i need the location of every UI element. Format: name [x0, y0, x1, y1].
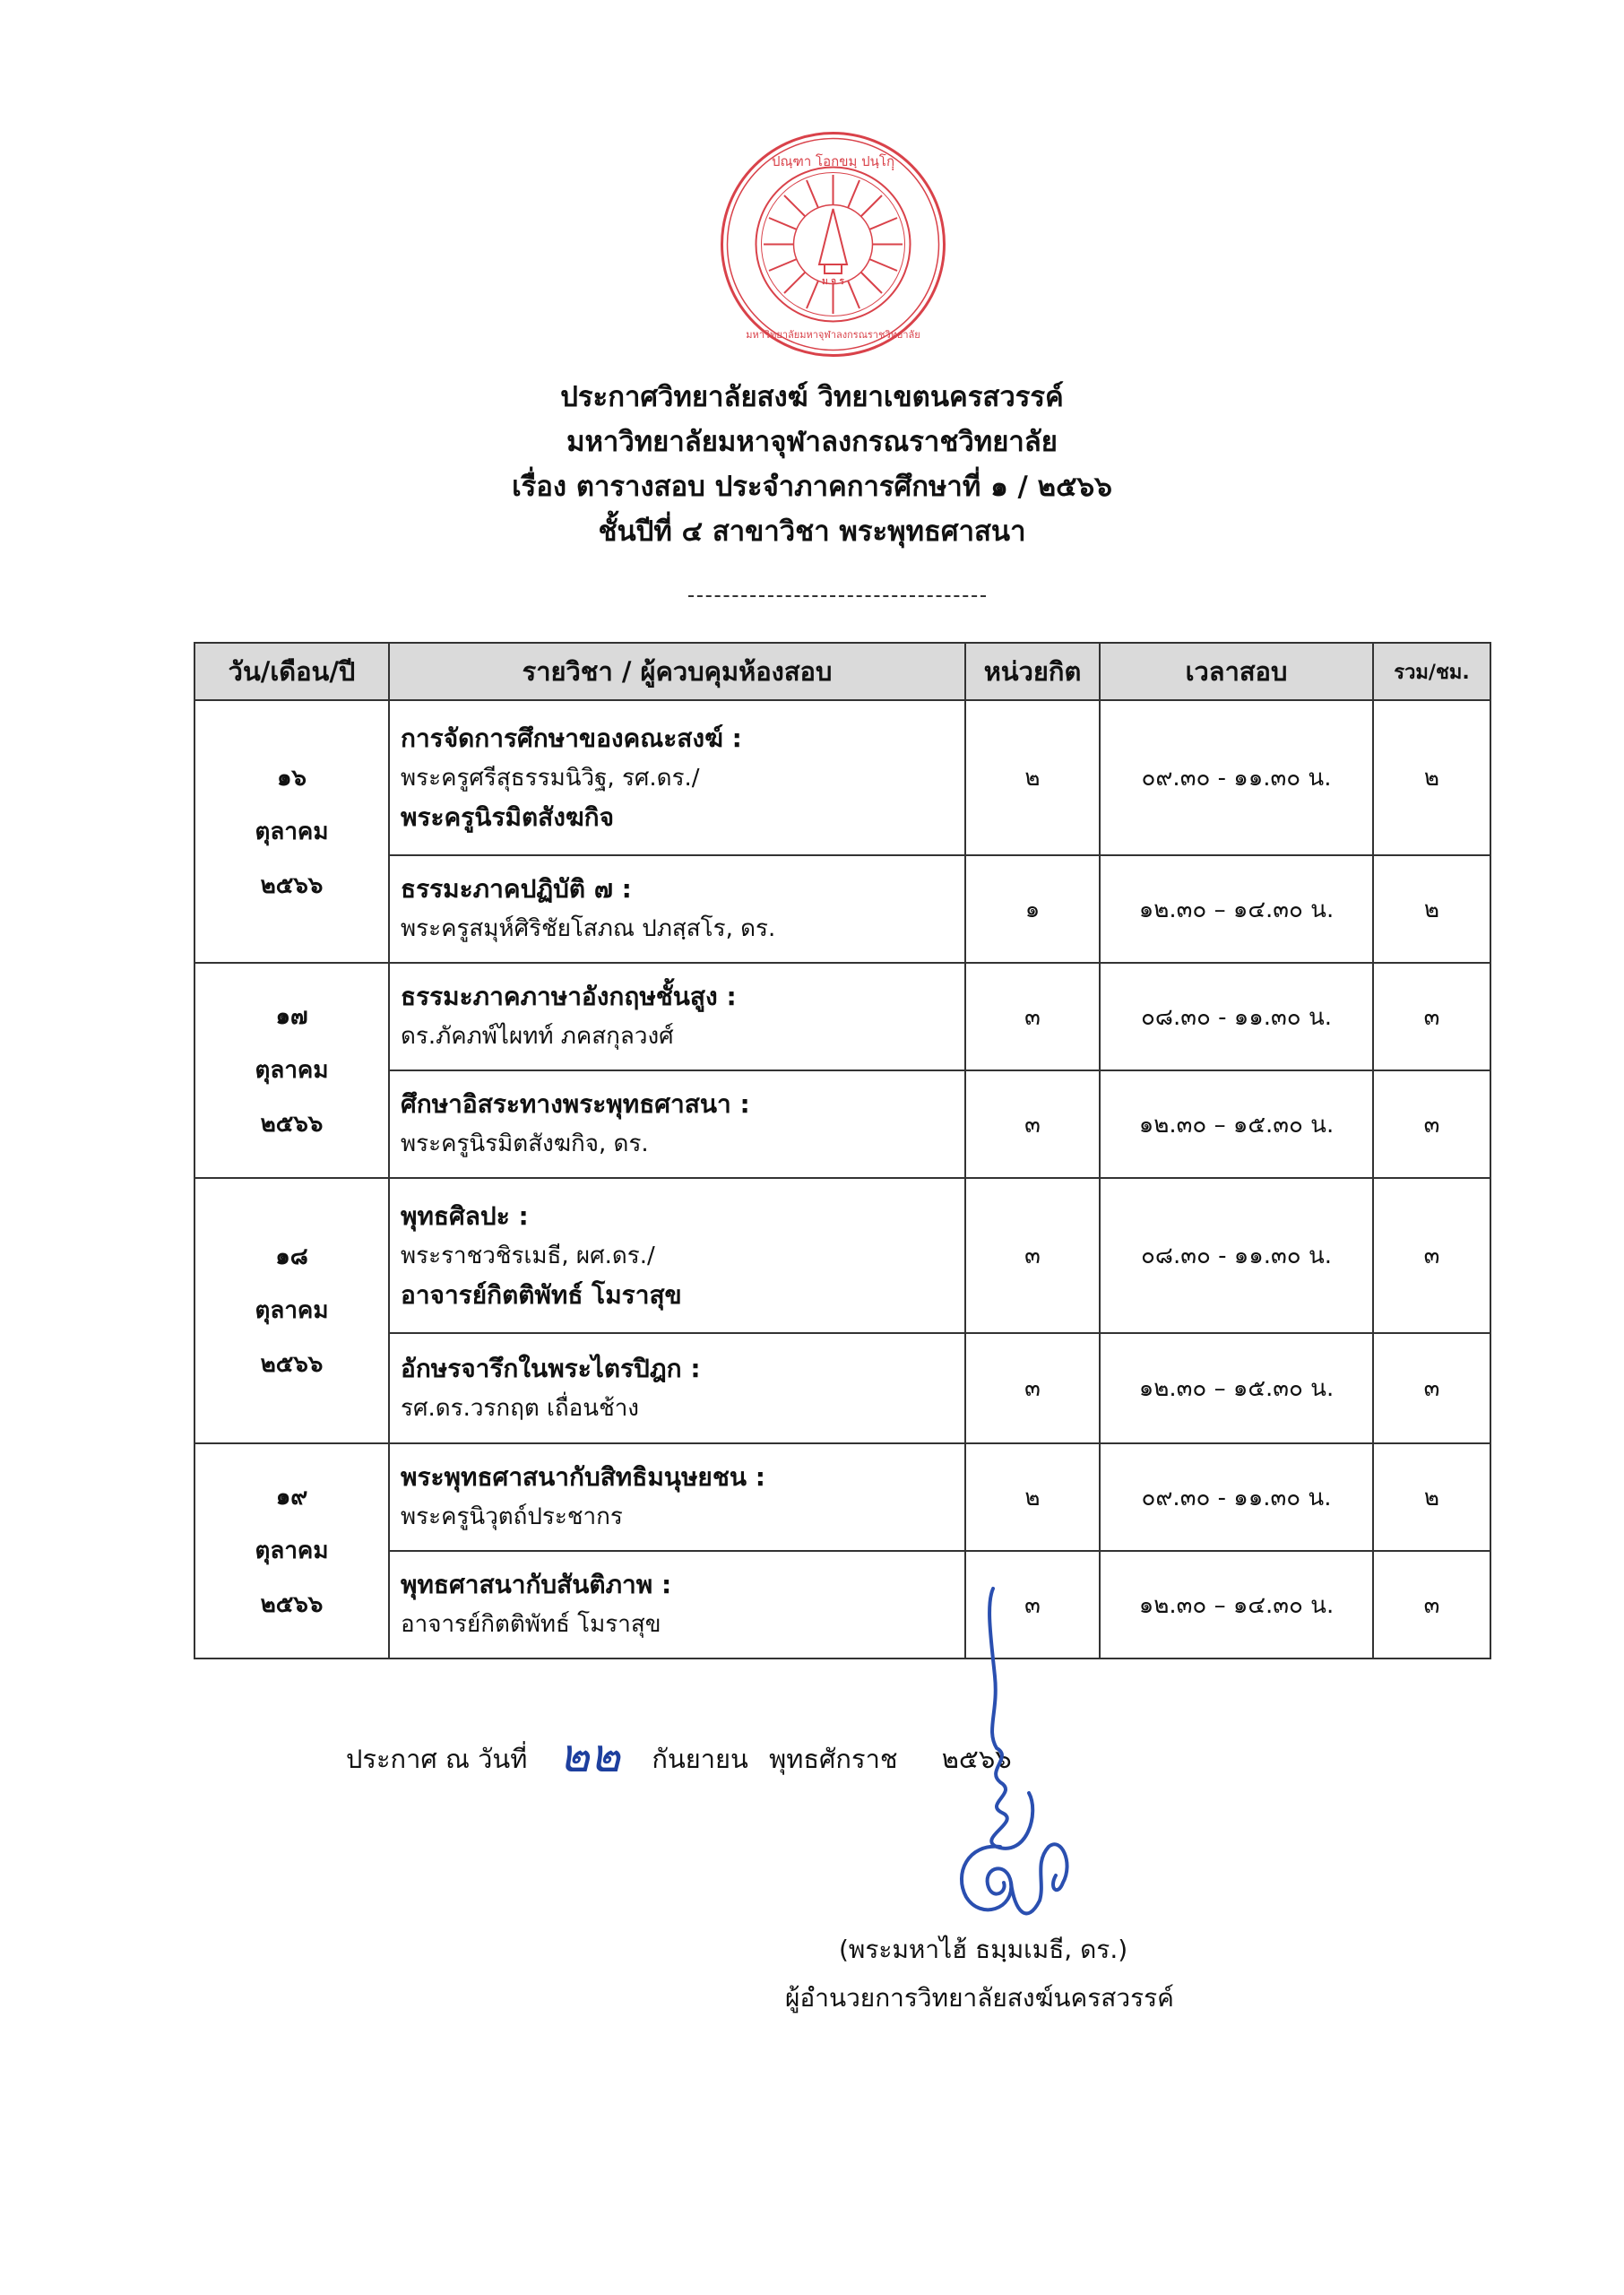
subject-cell	[389, 1070, 965, 1178]
table-row	[194, 1333, 1490, 1443]
instructor: รศ.ดร.วรกฤต เถื่อนช้าง	[401, 1394, 640, 1422]
credit-cell: ๓	[965, 1178, 1100, 1333]
announce-month: กันยายน	[652, 1744, 748, 1774]
subject-cell	[389, 1443, 965, 1551]
hours-cell: ๓	[1373, 1178, 1490, 1333]
instructor: พระครูนิรมิตสังฆกิจ, ดร.	[401, 1130, 649, 1157]
date-year: ๒๕๖๖	[260, 1111, 324, 1138]
time-cell: ๐๘.๓๐ - ๑๑.๓๐ น.	[1100, 963, 1373, 1070]
date-year: ๒๕๖๖	[260, 1591, 324, 1618]
date-day: ๑๗	[275, 1003, 308, 1030]
date-cell	[194, 1178, 389, 1443]
subject-title: ศึกษาอิสระทางพระพุทธศาสนา :	[401, 1089, 750, 1119]
hours-cell: ๓	[1373, 963, 1490, 1070]
time-cell: ๑๒.๓๐ – ๑๔.๓๐ น.	[1100, 1551, 1373, 1658]
subject-title: พระพุทธศาสนากับสิทธิมนุษยชน :	[401, 1462, 765, 1492]
subject-cell	[389, 1333, 965, 1443]
handwritten-signature	[914, 1578, 1111, 1972]
table-row	[194, 1551, 1490, 1658]
announcement-date-line	[346, 1714, 1012, 1788]
header-line-3: เรื่อง ตารางสอบ ประจำภาคการศึกษาที่ ๑ / ๒๕๖๖	[512, 471, 1112, 503]
time-cell: ๐๘.๓๐ - ๑๑.๓๐ น.	[1100, 1178, 1373, 1333]
table-row	[194, 1070, 1490, 1178]
header-line-2: มหาวิทยาลัยมหาจุฬาลงกรณราชวิทยาลัย	[566, 426, 1058, 458]
instructor: อาจารย์กิตติพัทธ์ โมราสุข	[401, 1611, 661, 1638]
credit-cell: ๑	[965, 855, 1100, 963]
exam-schedule-table	[194, 642, 1491, 1659]
date-day: ๑๖	[276, 764, 307, 792]
subject-cell	[389, 963, 965, 1070]
col-header-credit: หน่วยกิต	[965, 643, 1100, 700]
credit-cell: ๒	[965, 1443, 1100, 1551]
announcement-header	[0, 375, 1624, 554]
subject-cell	[389, 700, 965, 855]
date-month: ตุลาคม	[255, 818, 329, 845]
table-row	[194, 963, 1490, 1070]
subject-title: พุทธศาสนากับสันติภาพ :	[401, 1570, 672, 1599]
subject-cell	[389, 855, 965, 963]
date-cell	[194, 963, 389, 1178]
header-line-4: ชั้นปีที่ ๔ สาขาวิชา พระพุทธศาสนา	[598, 515, 1026, 548]
col-header-hours: รวม/ชม.	[1373, 643, 1490, 700]
table-row	[194, 1178, 1490, 1333]
header-divider	[688, 595, 986, 597]
seal-bottom-text: มหาวิทยาลัยมหาจุฬาลงกรณราชวิทยาลัย	[746, 329, 920, 341]
hours-cell: ๒	[1373, 1443, 1490, 1551]
hours-cell: ๓	[1373, 1551, 1490, 1658]
header-line-1: ประกาศวิทยาลัยสงฆ์ วิทยาเขตนครสวรรค์	[560, 381, 1064, 413]
instructor-secondary: พระครูนิรมิตสังฆกิจ	[401, 801, 615, 832]
instructor: พระครูนิวุตถ์ประชากร	[401, 1503, 623, 1530]
credit-cell: ๓	[965, 1333, 1100, 1443]
credit-cell: ๓	[965, 1070, 1100, 1178]
table-row	[194, 700, 1490, 855]
time-cell: ๑๒.๓๐ – ๑๔.๓๐ น.	[1100, 855, 1373, 963]
table-row	[194, 855, 1490, 963]
credit-cell: ๒	[965, 700, 1100, 855]
announce-year: ๒๕๖๖	[941, 1744, 1012, 1774]
hours-cell: ๒	[1373, 700, 1490, 855]
subject-cell	[389, 1178, 965, 1333]
col-header-date: วัน/เดือน/ปี	[194, 643, 389, 700]
announce-prefix: ประกาศ ณ วันที่	[346, 1744, 528, 1774]
subject-title: การจัดการศึกษาของคณะสงฆ์ :	[401, 723, 742, 753]
hours-cell: ๓	[1373, 1333, 1490, 1443]
handwritten-day: ๒๒	[558, 1729, 621, 1783]
subject-title: ธรรมะภาคปฏิบัติ ๗ :	[401, 874, 632, 904]
signer-name: (พระมหาไฮ้ ธมฺมเมธี, ดร.)	[839, 1935, 1128, 1964]
instructor-secondary: อาจารย์กิตติพัทธ์ โมราสุข	[401, 1279, 682, 1310]
subject-cell	[389, 1551, 965, 1658]
time-cell: ๑๒.๓๐ – ๑๕.๓๐ น.	[1100, 1070, 1373, 1178]
seal-top-text: ปณฺฑา โอกฺขมฺ ปนฺโกฺฺ	[771, 153, 895, 169]
date-month: ตุลาคม	[255, 1537, 329, 1564]
table-header-row	[194, 643, 1490, 700]
time-cell: ๑๒.๓๐ – ๑๕.๓๐ น.	[1100, 1333, 1373, 1443]
time-cell: ๐๙.๓๐ - ๑๑.๓๐ น.	[1100, 1443, 1373, 1551]
subject-title: ธรรมะภาคภาษาอังกฤษชั้นสูง :	[401, 982, 737, 1011]
date-month: ตุลาคม	[255, 1057, 329, 1084]
col-header-subject: รายวิชา / ผู้ควบคุมห้องสอบ	[389, 643, 965, 700]
date-cell	[194, 700, 389, 963]
instructor: ดร.ภัคภพ์ไผทท์ ภคสกุลวงศ์	[401, 1023, 674, 1050]
credit-cell: ๓	[965, 1551, 1100, 1658]
subject-title: พุทธศิลปะ :	[401, 1200, 529, 1231]
announce-era: พุทธศักราช	[769, 1744, 898, 1774]
university-seal	[719, 130, 947, 359]
signer-position: ผู้อำนวยการวิทยาลัยสงฆ์นครสวรรค์	[785, 1983, 1174, 2013]
table-row	[194, 1443, 1490, 1551]
hours-cell: ๒	[1373, 855, 1490, 963]
date-cell	[194, 1443, 389, 1658]
date-month: ตุลาคม	[255, 1297, 329, 1324]
date-day: ๑๘	[275, 1243, 308, 1270]
credit-cell: ๓	[965, 963, 1100, 1070]
hours-cell: ๓	[1373, 1070, 1490, 1178]
date-year: ๒๕๖๖	[260, 1351, 324, 1378]
subject-title: อักษรจารึกในพระไตรปิฎก :	[401, 1353, 701, 1383]
instructor: พระครูสมุห์ศิริชัยโสภณ ปภสฺสโร, ดร.	[401, 915, 776, 942]
date-year: ๒๕๖๖	[260, 871, 324, 899]
instructor: พระราชวชิรเมธี, ผศ.ดร./	[401, 1242, 655, 1269]
instructor: พระครูศรีสุธรรมนิวิฐ, รศ.ดร./	[401, 764, 700, 792]
date-day: ๑๙	[275, 1484, 308, 1511]
col-header-time: เวลาสอบ	[1100, 643, 1373, 700]
seal-center-text: ม จ ร	[822, 277, 844, 287]
time-cell: ๐๙.๓๐ - ๑๑.๓๐ น.	[1100, 700, 1373, 855]
